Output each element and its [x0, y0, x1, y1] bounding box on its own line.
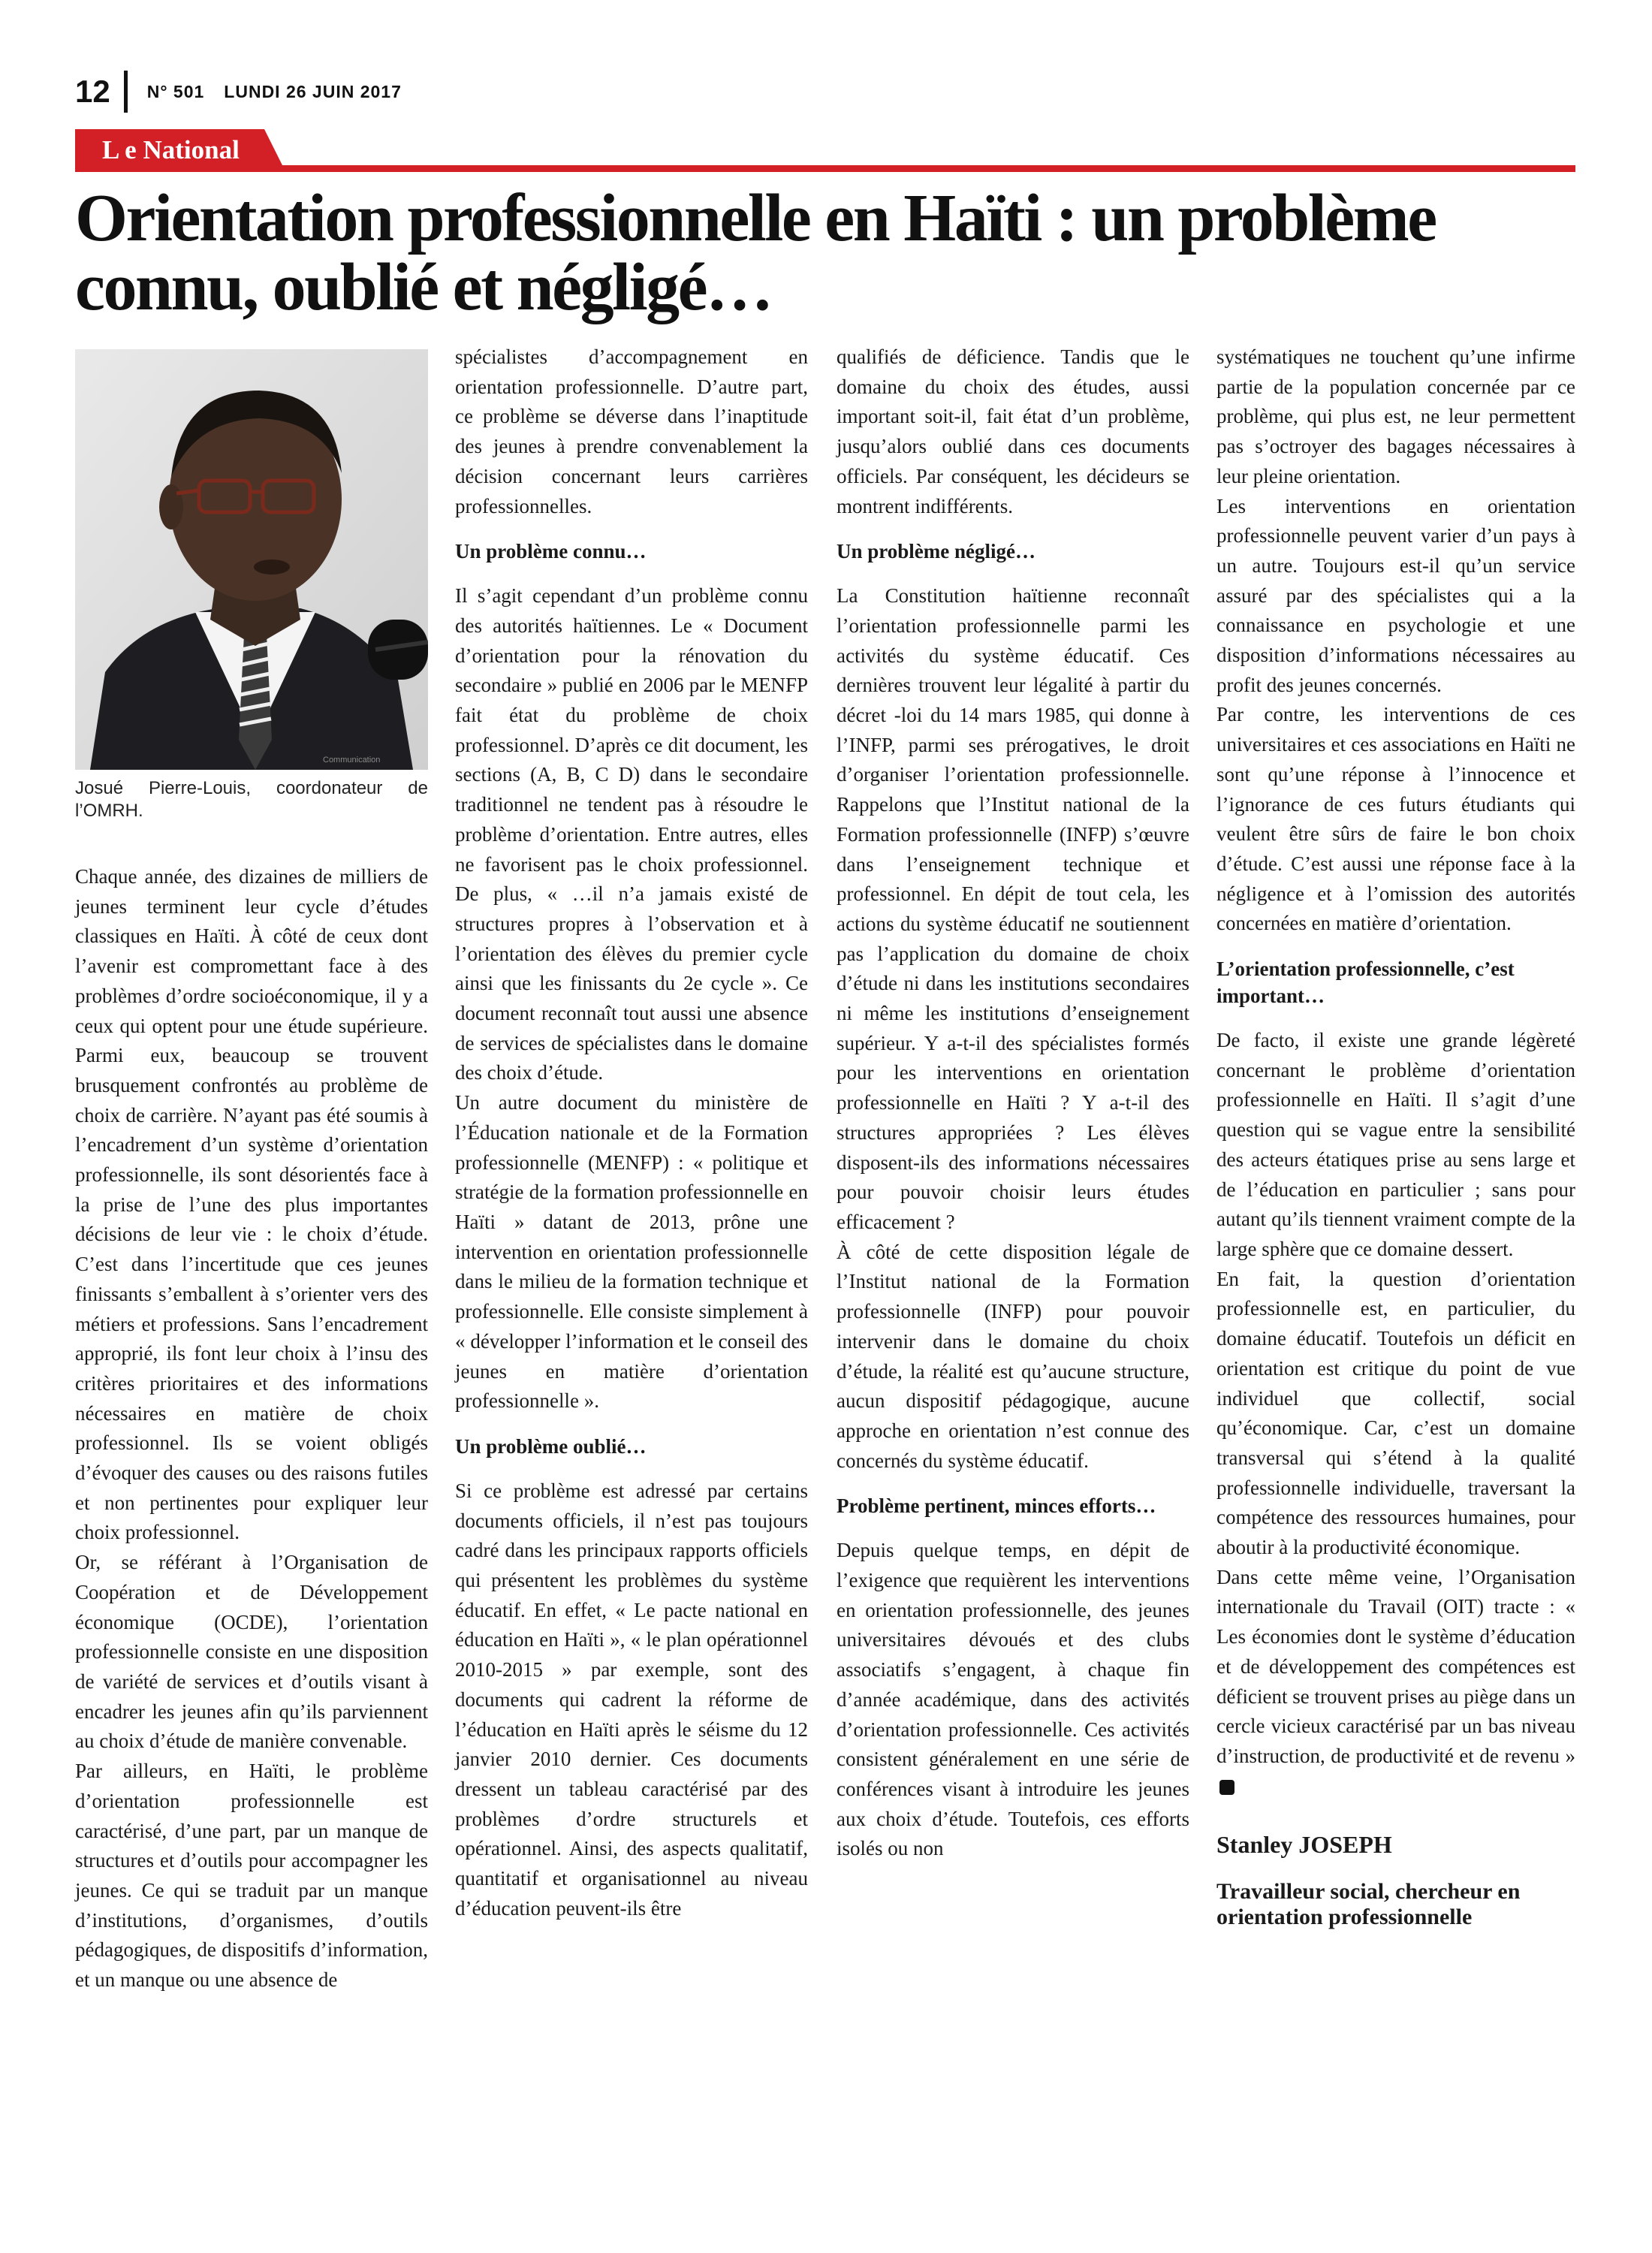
paragraph: Par contre, les interventions de ces universitaires et ces associations en Haïti ne sont qu’une réponse à l’innocence et l’ignorance de ces futurs étudiants qui veulent être sûrs de faire le bon choix d’étude. C’est aussi une réponse face à la négligence et à l’omission des autorités concernées en matière d’orientation. — [1216, 703, 1575, 935]
photo-caption: Josué Pierre-Louis, coordonateur de l’OMRH. — [75, 778, 428, 821]
subheading: Problème pertinent, minces efforts… — [837, 1494, 1156, 1518]
masthead — [75, 69, 402, 114]
page-number: 12 — [75, 74, 110, 109]
paragraph: qualifiés de déficience. Tandis que le domaine du choix des études, aussi important soit-il, fait état d’un problème, jusqu’alors oublié dans ces documents officiels. Par conséquent, les décideurs se montrent indifférents. — [837, 345, 1189, 517]
issue-date: LUNDI 26 JUIN 2017 — [224, 81, 402, 101]
subheading: Un problème oublié… — [455, 1434, 647, 1458]
article-column-2 — [455, 342, 808, 1923]
portrait-photo — [75, 349, 428, 770]
paragraph — [1216, 1563, 1575, 1802]
quote-text: Dans cette même veine, l’Organisation internationale du Travail (OIT) tracte : « Les économies dont le système d’éducation et de développement des compétences est déficient se trouvent prises au piège dans un cercle vicieux caractérisé par un bas niveau d’instruction, de productivité et de revenu » — [1216, 1565, 1575, 1767]
end-mark-icon — [1219, 1780, 1234, 1795]
masthead-divider — [124, 71, 128, 113]
subheading: Un problème connu… — [455, 540, 647, 563]
paragraph: Il s’agit cependant d’un problème connu des autorités haïtiennes. Le « Document d’orientation pour la rénovation du secondaire » publié en 2006 par le MENFP fait état du problème de choix professionnel. D’après ce dit document, les sections (A, B, C D) dans le secondaire traditionnel ne tendent pas à résoudre le problème d’orientation. Entre autres, elles ne favorisent pas le choix professionnel. De plus, « …il n’a jamais existé de structures propres à l’observation et à l’orientation des élèves du premier cycle ainsi que les finissants du 2e cycle ». Ce document reconnaît tout aussi une absence de services de spécialistes dans le domaine des choix d’étude. — [455, 584, 808, 1084]
photo-watermark: Communication — [323, 756, 381, 765]
author-title: Travailleur social, chercheur en orientation professionnelle — [1216, 1879, 1521, 1930]
paragraph: En fait, la question d’orientation professionnelle est, en particulier, du domaine éducatif. Toutefois un déficit en orientation est critique du point de vue individuel que collectif, social qu’économique. Car, c’est un domaine transversal qui s’étend à la qualité professionnelle individuelle, traversant la compétence des ressources humaines, pour aboutir à la productivité économique. — [1216, 1267, 1575, 1559]
paragraph: À côté de cette disposition légale de l’Institut national de la Formation professionnelle (INFP) pour pouvoir intervenir dans le domaine du choix d’étude, la réalité est qu’aucune structure, aucun dispositif pédagogique, aucune approche en orientation n’est connue des concernés du système éducatif. — [837, 1240, 1189, 1472]
paragraph: Chaque année, des dizaines de milliers de jeunes terminent leur cycle d’études classiques en Haïti. À côté de ceux dont l’avenir est compromettant face à des problèmes d’ordre socioéconomique, il y a ceux qui optent pour une étude supérieure. Parmi eux, beaucoup se trouvent brusquement confrontés au problème de choix de carrière. N’ayant pas été soumis à l’encadrement d’un système d’orientation professionnelle, ils sont désorientés face à la prise de l’une des plus importantes décisions de leur vie : le choix d’étude. C’est dans l’incertitude que ces jeunes finissants s’emballent à s’orienter vers des métiers et professions. Sans l’encadrement approprié, ils font leur choix à l’insu des critères prioritaires et des informations nécessaires en matière de choix professionnel. Ils se voient obligés d’évoquer des causes ou des raisons futiles et non pertinentes pour expliquer leur choix professionnel. — [75, 865, 428, 1544]
article-headline: Orientation professionnelle en Haïti : un problème connu, oublié et négligé… — [75, 181, 1436, 324]
article-column-4 — [1216, 342, 1575, 1930]
section-bar — [75, 129, 1575, 174]
paragraph: La Constitution haïtienne reconnaît l’orientation professionnelle parmi les activités du système éducatif. Ces dernières trouvent leur légalité à partir du décret -loi du 14 mars 1985, qui donne à l’INFP, parmi ses prérogatives, le droit d’organiser l’orientation professionnelle. Rappelons que l’Institut national de la Formation professionnelle (INFP) s’œuvre dans l’enseignement technique et professionnel. En dépit de tout cela, les actions du système éducatif ne soutiennent pas l’application du domaine de choix d’étude ni dans les institutions secondaires ni même les institutions d’enseignement supérieur. Y a-t-il des spécialistes formés pour les interventions en orientation professionnelle en Haïti ? Y a-t-il des structures appropriées ? Les élèves disposent-ils des informations nécessaires pour pouvoir choisir leurs études efficacement ? — [837, 584, 1189, 1233]
section-rule — [75, 165, 1575, 172]
paragraph: spécialistes d’accompagnement en orientation professionnelle. D’autre part, ce problème se déverse dans l’inaptitude des jeunes à prendre convenablement la décision concernant leurs carrières professionnelles. — [455, 345, 808, 517]
paragraph: Si ce problème est adressé par certains documents officiels, il n’est pas toujours cadré dans les principaux rapports officiels qui présentent les problèmes du système éducatif. En effet, « Le pacte national en éducation en Haïti », « le plan opérationnel 2010-2015 » par exemple, sont des documents qui cadrent la réforme de l’éducation en Haïti après le séisme du 12 janvier 2010 dernier. Ces documents dressent un tableau caractérisé par des problèmes d’ordre structurels et opérationnel. Ainsi, des aspects qualitatif, quantitatif et organisationnel au niveau d’éducation peuvent-ils être — [455, 1479, 808, 1920]
paragraph: systématiques ne touchent qu’une infirme partie de la population concernée par ce problème, qui plus est, ne leur permettent pas s’octroyer des bagages nécessaires à leur pleine orientation. — [1216, 345, 1575, 487]
article-column-3 — [837, 342, 1189, 1864]
paragraph: Depuis quelque temps, en dépit de l’exigence que requièrent les interventions en orientation professionnelle, des jeunes universitaires dévoués et des clubs associatifs s’engagent, à chaque fin d’année académique, dans des activités d’orientation professionnelle. Ces activités consistent généralement en une série de conférences visant à introduire les jeunes aux choix d’étude. Toutefois, ces efforts isolés ou non — [837, 1539, 1189, 1860]
paragraph: Les interventions en orientation professionnelle peuvent varier d’un pays à un autre. Toujours est-il qu’un service assuré par des spécialistes qui a la connaissance en psychologie et une disposition d’informations nécessaires au profit des jeunes concernés. — [1216, 494, 1575, 696]
paragraph: Un autre document du ministère de l’Éducation nationale et de la Formation professionnelle (MENFP) : « politique et stratégie de la formation professionnelle en Haïti » datant de 2013, prône une intervention en orientation professionnelle dans le milieu de la formation technique et professionnelle. Elle consiste simplement à « développer l’information et le conseil des jeunes en matière d’orientation professionnelle ». — [455, 1091, 808, 1413]
issue-number: N° 501 — [146, 81, 205, 101]
paragraph: De facto, il existe une grande légèreté concernant le problème d’orientation professionnelle en Haïti. Il s’agit d’une question qui se vague entre la sensibilité des acteurs étatiques prise au sens large et de l’éducation en particulier ; sans pour autant qu’ils tiennent vraiment compte de la large sphère que ce domaine dessert. — [1216, 1029, 1575, 1260]
subheading: L’orientation professionnelle, c’est important… — [1216, 958, 1515, 1008]
paragraph: Or, se référant à l’Organisation de Coopération et de Développement économique (OCDE), l’orientation professionnelle consiste en une disposition de variété de services et d’outils visant à encadrer les jeunes afin qu’ils parviennent au choix d’étude de manière convenable. — [75, 1551, 428, 1753]
article-column-1 — [75, 862, 428, 1995]
section-label: L e National — [102, 135, 240, 164]
subheading: Un problème négligé… — [837, 540, 1036, 563]
author-name: Stanley JOSEPH — [1216, 1831, 1392, 1859]
paragraph: Par ailleurs, en Haïti, le problème d’orientation professionnelle est caractérisé, d’une part, par un manque de structures et d’outils pour accompagner les jeunes. Ce qui se traduit par un manque d’institutions, d’organismes, d’outils pédagogiques, de dispositifs d’information, et un manque ou une absence de — [75, 1760, 428, 1992]
